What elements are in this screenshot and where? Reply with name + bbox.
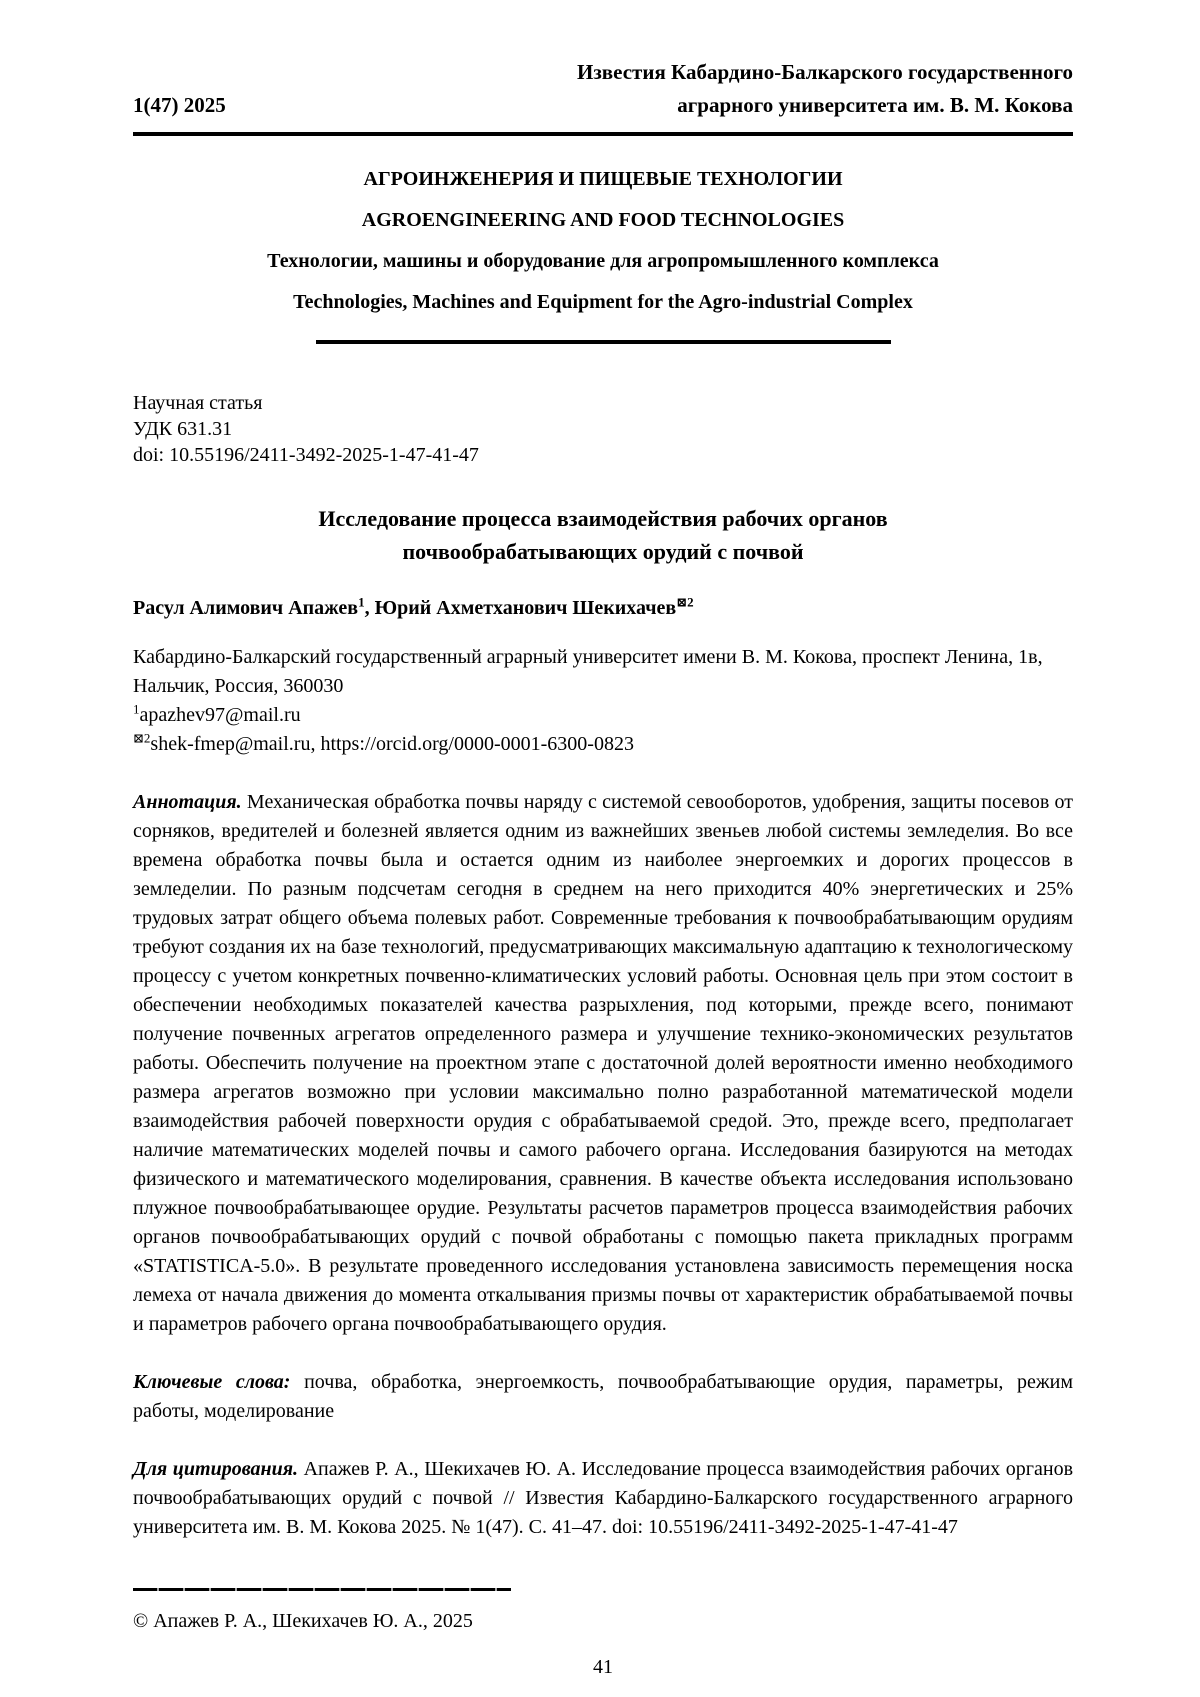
page-number: 41: [593, 1656, 613, 1678]
author1-name: Расул Алимович Апажев: [133, 597, 359, 619]
copyright-line: © Апажев Р. А., Шекихачев Ю. А., 2025: [133, 1610, 473, 1632]
article-title-line1: Исследование процесса взаимодействия рабочих органов: [318, 506, 888, 531]
envelope-icon: ⊠: [676, 594, 688, 610]
citation-text: Апажев Р. А., Шекихачев Ю. А. Исследование процесса взаимодействия рабочих органов почвообрабатывающих орудий с почвой // Известия Кабардино-Балкарского государственного аграрного университета им. В. М. Кокова 2025. № 1(47). С. 41–47. doi: 10.55196/2411-3492-2025-1-47-41-47: [133, 1458, 1074, 1538]
article-title-line2: почвообрабатывающих орудий с почвой: [402, 539, 804, 564]
abstract-text: Механическая обработка почвы наряду с системой севооборотов, удобрения, защиты посевов от сорняков, вредителей и болезней является одним из важнейших звеньев любой системы земледелия. Во все времена обработка почвы была и остается одним из наиболее энергоемких и дорогих процессов в земледелии. По разным подсчетам сегодня в среднем на него приходится 40% энергетических и 25% трудовых затрат общего объема полевых работ. Современные требования к почвообрабатывающим орудиям требуют создания их на базе технологий, предусматривающих максимальную адаптацию к технологическому процессу с учетом конкретных почвенно-климатических условий работы. Основная цель при этом состоит в обеспечении необходимых показателей качества разрыхления, под которыми, прежде всего, понимают получение почвенных агрегатов определенного размера и улучшение технико-экономических результатов работы. Обеспечить получение на проектном этапе с достаточной долей вероятности именно необходимого размера агрегатов возможно при условии максимально полно разработанной математической модели взаимодействия рабочей поверхности орудия с обрабатываемой средой. Это, прежде всего, предполагает наличие математических моделей почвы и самого рабочего органа. Исследования базируются на методах физического и математического моделирования, сравнения. В качестве объекта исследования использовано плужное почвообрабатывающее орудие. Результаты расчетов параметров процесса взаимодействия рабочих органов почвообрабатывающих орудий с почвой обработаны с помощью пакета прикладных программ «STATISTICA-5.0». В результате проведенного исследования установлена зависимость перемещения носка лемеха от начала движения до момента откалывания призмы почвы от характеристик обрабатываемой почвы и параметров рабочего органа почвообрабатывающего орудия.: [133, 791, 1073, 1335]
article-type: Научная статья: [133, 392, 263, 414]
contact1-email: apazhev97@mail.ru: [139, 704, 301, 726]
section-headings: [133, 166, 1073, 316]
keywords-text: почва, обработка, энергоемкость, почвообрабатывающие орудия, параметры, режим работы, моделирование: [133, 1371, 1074, 1422]
issue-number: 1(47) 2025: [133, 93, 226, 117]
contact2-email-orcid: shek-fmep@mail.ru, https://orcid.org/0000-0001-6300-0823: [150, 733, 634, 755]
udc-code: УДК 631.31: [133, 418, 233, 440]
article-title: [133, 502, 1073, 568]
section-subheading-ru: Технологии, машины и оборудование для агропромышленного комплекса: [267, 250, 939, 272]
contact-line-1: [133, 701, 1073, 730]
journal-name-line1: Известия Кабардино-Балкарского государственного: [577, 60, 1073, 84]
authors-separator: ,: [364, 597, 375, 619]
author2-sup-number: 2: [687, 594, 694, 610]
journal-name-line2: аграрного университета им. В. М. Кокова: [677, 93, 1073, 117]
keywords-paragraph: [133, 1368, 1073, 1426]
section-divider-rule: [316, 340, 891, 344]
contact1-sup: 1: [133, 701, 140, 717]
article-meta: [133, 390, 1073, 468]
header-rule: [133, 132, 1073, 136]
author2-name: Юрий Ахметханович Шекихачев: [374, 597, 677, 619]
citation-paragraph: [133, 1455, 1073, 1542]
affiliation: Кабардино-Балкарский государственный аграрный университет имени В. М. Кокова, проспект Ленина, 1в, Нальчик, Россия, 360030: [133, 646, 1043, 697]
citation-label: Для цитирования.: [133, 1458, 299, 1480]
section-subheading-en: Technologies, Machines and Equipment for the Agro-industrial Complex: [293, 291, 913, 313]
envelope-icon: ⊠: [133, 730, 144, 746]
journal-name: [577, 56, 1073, 122]
section-heading-ru: АГРОИНЖЕНЕРИЯ И ПИЩЕВЫЕ ТЕХНОЛОГИИ: [363, 168, 843, 190]
doi-line: doi: 10.55196/2411-3492-2025-1-47-41-47: [133, 444, 479, 466]
contact2-sup-number: 2: [143, 730, 151, 746]
section-heading-en: AGROENGINEERING AND FOOD TECHNOLOGIES: [361, 209, 845, 231]
keywords-label: Ключевые слова:: [133, 1371, 291, 1393]
journal-header: [133, 56, 1073, 122]
abstract-paragraph: [133, 788, 1073, 1339]
abstract-label: Аннотация.: [133, 791, 242, 813]
authors-line: [133, 594, 1073, 623]
contact-line-2: [133, 730, 1073, 759]
footnote-rule: [133, 1588, 511, 1591]
contact2-sup: [133, 730, 150, 745]
author1-affiliation-mark: 1: [358, 594, 365, 610]
author2-affiliation-mark: [676, 594, 693, 609]
